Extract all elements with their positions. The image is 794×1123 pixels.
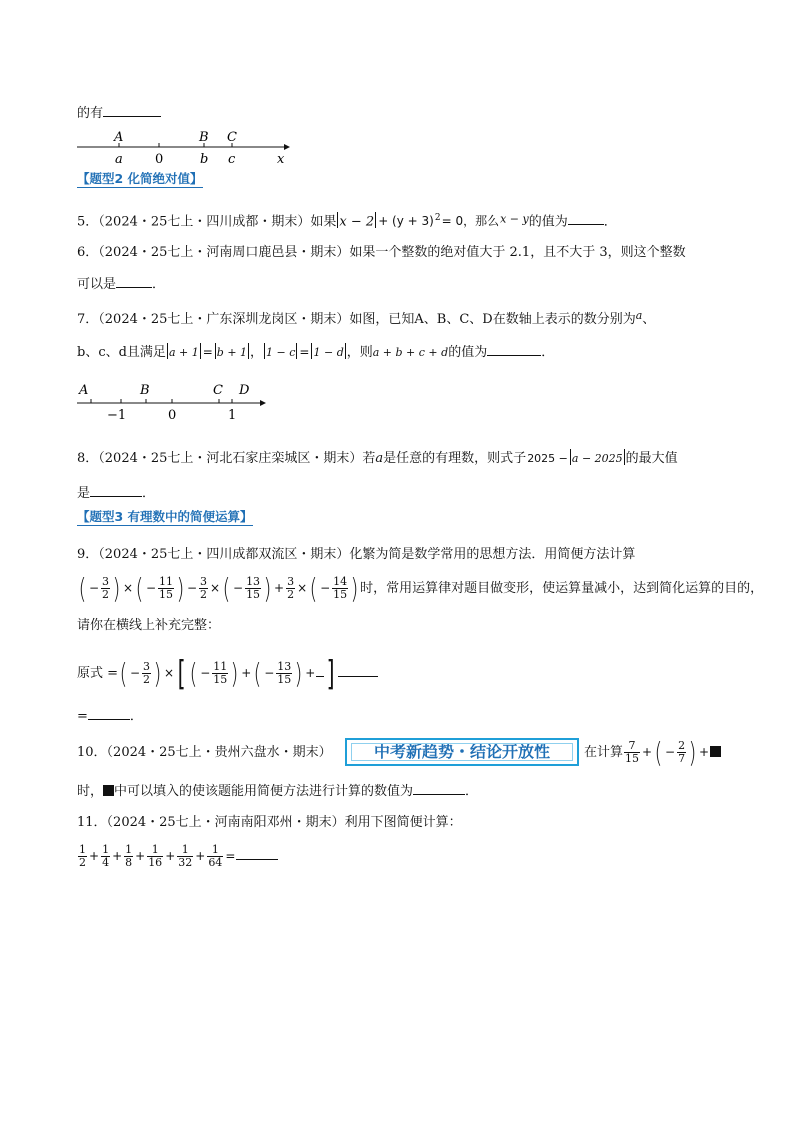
frac-den: 15 (333, 588, 348, 601)
q8-dot: ． (142, 486, 156, 501)
frac-num: 3 (287, 575, 295, 588)
tick-label-b: b (200, 152, 209, 167)
frac-den: 2 (287, 588, 295, 601)
frac-den: 64 (208, 856, 223, 869)
q7-abs1: a + 1 (168, 346, 199, 359)
q5-tail: = 0，那么 (441, 214, 500, 229)
question-9-line-3: 请你在横线上补充完整： (77, 618, 221, 633)
frac-num: 1 (79, 843, 86, 856)
topic-badge: 中考新趋势・结论开放性 (345, 738, 579, 766)
point-label-C: C (227, 130, 237, 145)
question-8-line-2 (77, 484, 155, 503)
q5-expr: x − y (500, 212, 529, 226)
question-10-head: 10．（2024・25七上・贵州六盘水・期末） (77, 745, 332, 760)
q8-expr-pre: 2025 − (527, 452, 568, 465)
q7-sep: 、 (642, 312, 656, 327)
frac-num: 1 (177, 844, 193, 857)
q7-text-2: b、c、d且满足 (77, 345, 166, 360)
frac-den: 15 (213, 673, 228, 686)
frac-num: 13 (246, 575, 261, 588)
frac-den: 2 (102, 588, 109, 601)
number-line-1 (74, 126, 294, 168)
question-11-line-1: 11．（2024・25七上・河南南阳邓州・期末）利用下图简便计算： (77, 815, 462, 830)
q7-eq-2: = (299, 345, 310, 359)
q8-text-4: 是 (77, 486, 91, 501)
answer-blank[interactable] (568, 212, 604, 225)
point-label-D: D (239, 383, 250, 398)
frac-den: 8 (125, 856, 133, 869)
q4-tail-text: 的有 (77, 106, 104, 121)
frac-num: 3 (143, 660, 151, 673)
question-6-line-1: 6．（2024・25七上・河南周口鹿邑县・期末）如果一个整数的绝对值大于 2.1，且不大于 3，则这个整数 (77, 245, 686, 260)
q8-text-1: 8．（2024・25七上・河北石家庄栾城区・期末）若 (77, 451, 376, 466)
answer-blank[interactable] (90, 484, 142, 497)
tick-label-0: 0 (155, 152, 164, 167)
q5-square-term: + (y + 3) (378, 214, 434, 229)
frac-den: 7 (678, 752, 686, 765)
frac-num: 3 (200, 575, 207, 588)
tick-label-0: 0 (168, 408, 177, 422)
question-7-line-1 (77, 307, 655, 329)
q6-text: 可以是 (77, 277, 117, 292)
question-7-line-2 (77, 343, 554, 362)
frac-den: 15 (246, 588, 261, 601)
q5-abs-expr: x − 2 (339, 214, 375, 230)
q7-comma: ， (250, 345, 264, 360)
question-9-line-1: 9．（2024・25七上・四川成都双流区・期末）化繁为简是数学常用的思想方法．用简便方法计算 (77, 547, 636, 562)
q7-abs2: b + 1 (216, 346, 248, 359)
q7-var-a: a (635, 309, 643, 322)
tick-label-neg1: −1 (107, 408, 127, 422)
q7-text-4: 的值为 (448, 345, 488, 360)
answer-blank[interactable] (487, 343, 541, 356)
frac-den: 4 (102, 856, 110, 869)
frac-den: 15 (159, 588, 173, 601)
q9-text-2: 时，常用运算律对题目做变形，使运算量减小，达到简化运算的目的， (360, 581, 764, 596)
q4-tail (77, 104, 161, 123)
section-title-3: 【题型3 有理数中的简便运算】 (77, 509, 253, 524)
frac-num: 7 (624, 740, 640, 753)
answer-blank[interactable] (413, 782, 465, 795)
q10-text: 中可以填入的使该题能用简便方法进行计算的数值为 (114, 784, 414, 799)
placeholder-square-icon (710, 746, 721, 757)
frac-num: 1 (102, 843, 110, 856)
q10-dot: ． (465, 784, 479, 799)
point-label-B: B (199, 130, 209, 145)
question-10-expr: 在计算 $\frac{7}{15}$ +( − $\frac{2}{7}$ ) + (584, 734, 721, 771)
q11-eq: = (225, 849, 236, 863)
q7-sum: a + b + c + d (372, 346, 449, 359)
frac-num: 2 (678, 739, 686, 752)
q8-abs: a − 2025 (571, 452, 623, 465)
tick-label-1: 1 (228, 408, 237, 422)
q7-abs3: 1 − c (266, 346, 296, 359)
frac-num: 11 (213, 660, 228, 673)
frac-den: 15 (625, 752, 640, 765)
question-9-line-2: ( − $\frac{3}{2}$ ) ×( − $\frac{11}{15}$ ) − $\frac{3}{2}$ ×( − $\frac{13}{15}$ ) + $\frac{3}{2}$ ×( − $\frac{14}{15}$ ) 时，常用运算律对题目做变形，使运算量减小，达到简化运算的目的， (78, 571, 764, 605)
answer-blank[interactable] (116, 275, 152, 288)
frac-num: 1 (207, 844, 223, 857)
frac-num: 14 (333, 575, 348, 588)
q7-eq: = (202, 345, 213, 359)
placeholder-square-icon (103, 785, 114, 796)
answer-blank[interactable] (338, 664, 378, 677)
frac-den: 32 (178, 856, 193, 869)
tick-label-c: c (228, 152, 236, 167)
frac-num: 3 (102, 575, 109, 588)
tick-label-a: a (115, 152, 123, 167)
question-9-line-5 (77, 707, 143, 726)
q7-text: 7．（2024・25七上・广东深圳龙岗区・期末）如图，已知A、B、C、D在数轴上表示的数分别为 (77, 312, 636, 327)
answer-blank[interactable] (88, 707, 130, 720)
q8-var-a: a (375, 451, 384, 466)
frac-num: 11 (159, 575, 173, 588)
question-5 (77, 209, 617, 231)
q5-end: 的值为 (528, 214, 568, 230)
point-label-A: A (79, 383, 89, 398)
inner-blank[interactable] (316, 664, 324, 677)
q9-eq: = (77, 709, 88, 724)
section-title-2: 【题型2 化简绝对值】 (77, 171, 203, 186)
q10-calc: 在计算 (584, 745, 624, 760)
q6-dot: ． (152, 277, 166, 292)
answer-blank[interactable] (103, 104, 161, 117)
q7-abs4: 1 − d (313, 346, 344, 359)
question-6-line-2 (77, 275, 165, 294)
point-label-A: A (114, 130, 124, 145)
q5-exponent: 2 (434, 213, 441, 223)
frac-den: 2 (143, 673, 151, 686)
q5-text: （2024・25七上・四川成都・期末）如果 (98, 214, 337, 230)
number-line-2 (74, 378, 274, 422)
answer-blank[interactable] (236, 847, 278, 860)
q8-text-3: 的最大值 (625, 451, 678, 466)
question-11-expr: $\frac{1}{2}$ + $\frac{1}{4}$ + $\frac{1}{8}$ + $\frac{1}{16}$ + $\frac{1}{32}$ + $\frac{1}{64}$ = (77, 838, 278, 875)
frac-den: 16 (148, 856, 163, 869)
q8-text-2: 是任意的有理数，则式子 (383, 451, 527, 466)
q9-yuanshi: 原式 = (77, 666, 119, 681)
q7-text-3: ，则 (346, 345, 373, 360)
q5-dot: ． (603, 214, 617, 230)
frac-num: 1 (147, 844, 163, 857)
question-9-line-4: 原式 =( − $\frac{3}{2}$ ) × [ ( − $\frac{11}{15}$ ) +( − $\frac{13}{15}$ ) + ] (77, 655, 378, 692)
frac-num: 1 (125, 843, 133, 856)
frac-num: 13 (277, 660, 292, 673)
question-10-line-2 (77, 782, 478, 801)
q10-text-pre: 时， (77, 784, 104, 799)
frac-den: 2 (200, 588, 207, 601)
q5-number: 5． (77, 214, 99, 230)
question-8-line-1 (77, 449, 678, 468)
q7-dot: ． (541, 345, 555, 360)
q9-dot: ． (129, 709, 143, 724)
frac-den: 2 (79, 856, 86, 869)
point-label-B: B (140, 383, 150, 398)
point-label-C: C (213, 383, 223, 398)
frac-den: 15 (277, 673, 292, 686)
axis-label-x: x (277, 152, 285, 167)
